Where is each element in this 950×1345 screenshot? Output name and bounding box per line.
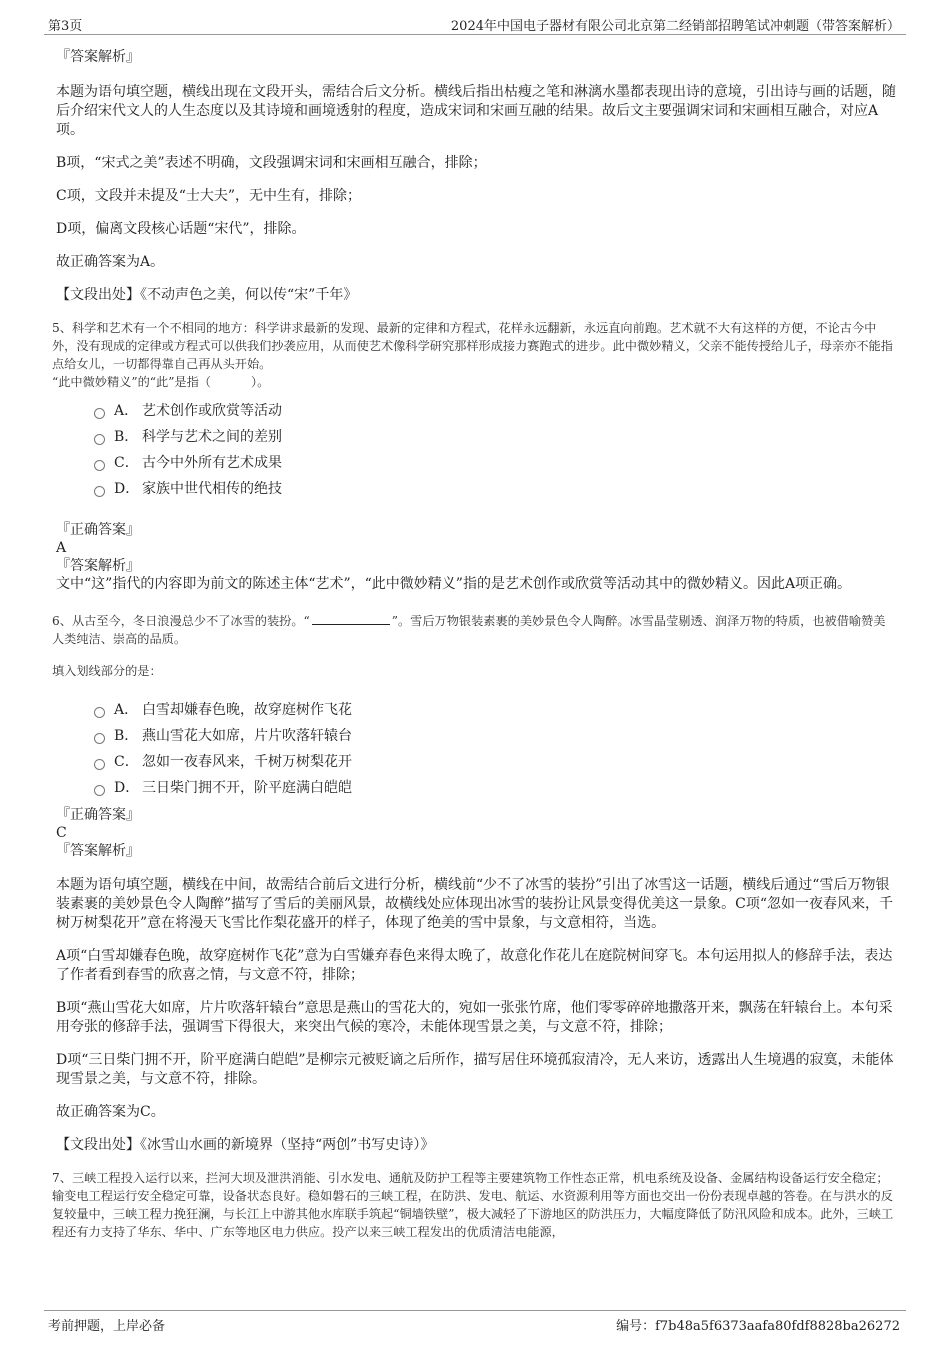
page-footer — [44, 1310, 906, 1333]
radio-icon[interactable] — [94, 460, 105, 471]
analysis-paragraph: 本题为语句填空题，横线出现在文段开头，需结合后文分析。横线后指出枯瘦之笔和淋漓水墨都表现出诗的意境，引出诗与画的话题，随后介绍宋代文人的人生态度以及其诗境和画境透射的程度，造成宋词和宋画互融的结果。故后文主要强调宋词和宋画相互融合，对应A项。 — [56, 84, 896, 138]
document-body — [52, 44, 896, 1241]
analysis-paragraph: C项，文段并未提及“士大夫”，无中生有，排除； — [56, 188, 362, 204]
analysis-paragraph: D项“三日柴门拥不开，阶平庭满白皑皑”是柳宗元被贬谪之后所作，描写居住环境孤寂清冷，无人来访，透露出人生境遇的寂寞，未能体现雪景之美，与文意不符，排除。 — [56, 1052, 894, 1087]
question-5-options — [94, 397, 896, 501]
document-title: 2024年中国电子器材有限公司北京第二经销部招聘笔试冲刺题（带答案解析） — [450, 19, 900, 34]
question-7-stem: 7、三峡工程投入运行以来，拦河大坝及泄洪消能、引水发电、通航及防护工程等主要建筑物工作性态正常，机电系统及设备、金属结构设备运行安全稳定；输变电工程运行安全稳定可靠，设备状态良好。稳如磐石的三峡工程，在防洪、发电、航运、水资源利用等方面也交出一份份表现卓越的答卷。在与洪水的反复较量中，三峡工程力挽狂澜，与长江上中游其他水库联手筑起“铜墙铁壁”，极大减轻了下游地区的防洪压力，大幅度降低了防汛风险和成本。此外，三峡工程还有力支持了华东、华中、广东等地区电力供应。投产以来三峡工程发出的优质清洁电能源， — [52, 1171, 894, 1239]
fill-blank — [312, 612, 390, 625]
question-6-options — [94, 696, 896, 800]
radio-icon[interactable] — [94, 707, 105, 718]
radio-icon[interactable] — [94, 733, 105, 744]
correct-answer: C — [56, 825, 67, 841]
analysis-paragraph: D项，偏离文段核心话题“宋代”，排除。 — [56, 221, 306, 237]
option-c[interactable]: C． 忽如一夜春风来，千树万树梨花开 — [94, 748, 896, 774]
question-5-stem: 5、科学和艺术有一个不相同的地方：科学讲求最新的发现、最新的定律和方程式，花样永远翻新，永远直向前跑。艺术就不大有这样的方便，不论古今中外，没有现成的定律或方程式可以供我们抄袭应用，从而使艺术像科学研究那样形成接力赛跑式的进步。此中微妙精义，父亲不能传授给儿子，母亲亦不能指点给女儿，一切都得靠自己再从头开始。 — [52, 321, 893, 371]
conclusion-text: 故正确答案为C。 — [56, 1104, 165, 1120]
footer-slogan: 考前押题，上岸必备 — [48, 1319, 166, 1334]
option-b[interactable]: B． 科学与艺术之间的差别 — [94, 423, 896, 449]
option-c[interactable]: C． 古今中外所有艺术成果 — [94, 449, 896, 475]
conclusion-text: 故正确答案为A。 — [56, 254, 165, 270]
question-6-stem: 6、从古至今，冬日浪漫总少不了冰雪的装扮。“ ”。雪后万物银装素裹的美妙景色令人陶醉。冰雪晶莹剔透、润泽万物的特质，也被借喻赞美人类纯洁、崇高的品质。 — [52, 614, 886, 646]
correct-answer: A — [56, 540, 67, 556]
radio-icon[interactable] — [94, 434, 105, 445]
question-6-prompt: 填入划线部分的是： — [52, 664, 162, 678]
option-a[interactable]: A． 白雪却嫌春色晚，故穿庭树作飞花 — [94, 696, 896, 722]
analysis-paragraph: B项“燕山雪花大如席，片片吹落轩辕台”意思是燕山的雪花大的，宛如一张张竹席，他们零零碎碎地撒落开来，飘荡在轩辕台上。本句采用夸张的修辞手法，强调雪下得很大，来突出气候的寒冷，未能体现雪景之美，与文意不符，排除； — [56, 1000, 893, 1035]
question-5-prompt: “此中微妙精义”的“此”是指（ ）。 — [52, 375, 270, 389]
analysis-paragraph: A项“白雪却嫌春色晚，故穿庭树作飞花”意为白雪嫌弃春色来得太晚了，故意化作花儿在庭院树间穿飞。本句运用拟人的修辞手法，表达了作者看到春雪的欣喜之情，与文意不符，排除； — [56, 948, 893, 983]
document-id: 编号：f7b48a5f6373aafa80fdf8828ba26272 — [616, 1319, 900, 1334]
analysis-label: 『答案解析』 — [56, 558, 140, 574]
analysis-paragraph: 文中“这”指代的内容即为前文的陈述主体“艺术”，“此中微妙精义”指的是艺术创作或欣赏等活动其中的微妙精义。因此A项正确。 — [56, 576, 852, 592]
source-citation: 【文段出处】《冰雪山水画的新境界（坚持“两创”书写史诗）》 — [56, 1137, 435, 1153]
page-number: 第3页 — [48, 19, 83, 34]
radio-icon[interactable] — [94, 486, 105, 497]
option-d[interactable]: D． 家族中世代相传的绝技 — [94, 475, 896, 501]
option-d[interactable]: D． 三日柴门拥不开，阶平庭满白皑皑 — [94, 774, 896, 800]
radio-icon[interactable] — [94, 785, 105, 796]
page-header — [44, 12, 906, 35]
analysis-paragraph: 本题为语句填空题，横线在中间，故需结合前后文进行分析，横线前“少不了冰雪的装扮”引出了冰雪这一话题，横线后通过“雪后万物银装素裹的美妙景色令人陶醉”描写了雪后的美丽风景，故横线处应体现出冰雪的装扮让风景变得优美这一景象。C项“忽如一夜春风来，千树万树梨花开”意在将漫天飞雪比作梨花盛开的样子，体现了绝美的雪中景象，与文意相符，当选。 — [56, 877, 894, 931]
analysis-paragraph: B项，“宋式之美”表述不明确，文段强调宋词和宋画相互融合，排除； — [56, 155, 487, 171]
analysis-label: 『答案解析』 — [56, 49, 140, 65]
correct-answer-label: 『正确答案』 — [56, 807, 140, 823]
option-b[interactable]: B． 燕山雪花大如席，片片吹落轩辕台 — [94, 722, 896, 748]
correct-answer-label: 『正确答案』 — [56, 522, 140, 538]
source-citation: 【文段出处】《不动声色之美，何以传“宋”千年》 — [56, 287, 358, 303]
analysis-label: 『答案解析』 — [56, 843, 140, 859]
option-a[interactable]: A． 艺术创作或欣赏等活动 — [94, 397, 896, 423]
radio-icon[interactable] — [94, 408, 105, 419]
radio-icon[interactable] — [94, 759, 105, 770]
